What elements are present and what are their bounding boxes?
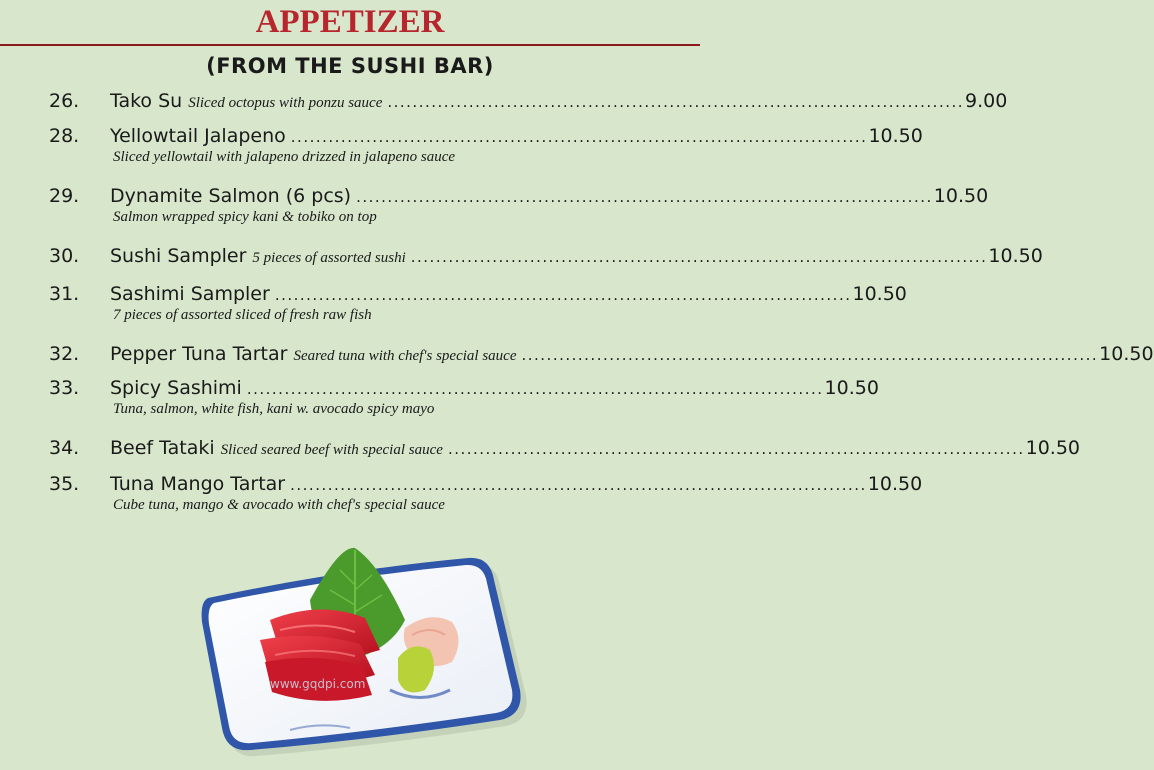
item-price: 10.50	[824, 377, 879, 399]
item-line	[110, 341, 1154, 369]
item-line	[110, 183, 989, 210]
item-price: 10.50	[933, 185, 989, 207]
title-divider	[0, 44, 700, 46]
item-line	[110, 435, 1081, 463]
item-description: Sliced yellowtail with jalapeno drizzed in jalapeno sauce	[113, 149, 456, 165]
item-line	[110, 88, 1008, 116]
item-price: 10.50	[868, 125, 923, 147]
watermark-text: www.gqdpi.com	[270, 677, 366, 691]
item-name: Beef Tataki	[110, 437, 215, 459]
item-name: Sashimi Sampler	[110, 283, 270, 305]
item-number: 34.	[49, 437, 80, 459]
item-inline-description: Seared tuna with chef's special sauce	[293, 348, 517, 364]
item-name: Tako Su	[110, 90, 183, 112]
section-subtitle: (FROM THE SUSHI BAR)	[206, 54, 494, 78]
sashimi-photo	[190, 540, 530, 759]
item-number: 26.	[49, 90, 80, 112]
dot-leader: ............................................................................................	[356, 188, 933, 206]
item-line	[110, 471, 923, 498]
item-price: 10.50	[852, 283, 907, 305]
item-name: Sushi Sampler	[110, 245, 247, 267]
item-line	[110, 281, 907, 308]
item-price: 10.50	[1025, 437, 1081, 459]
item-name: Dynamite Salmon (6 pcs)	[110, 185, 352, 207]
dot-leader: ............................................................................................	[387, 93, 965, 111]
item-inline-description: Sliced octopus with ponzu sauce	[188, 95, 383, 111]
item-number: 32.	[49, 343, 80, 365]
item-description: Tuna, salmon, white fish, kani w. avocado spicy mayo	[113, 401, 435, 417]
item-number: 35.	[49, 473, 80, 495]
item-name: Spicy Sashimi	[110, 377, 242, 399]
item-number: 30.	[49, 245, 80, 267]
item-description: Salmon wrapped spicy kani & tobiko on top	[113, 209, 377, 225]
item-name: Pepper Tuna Tartar	[110, 343, 288, 365]
item-name: Tuna Mango Tartar	[110, 473, 286, 495]
item-price: 10.50	[1099, 343, 1154, 365]
item-price: 10.50	[988, 245, 1043, 267]
item-inline-description: 5 pieces of assorted sushi	[252, 250, 406, 266]
item-description: Cube tuna, mango & avocado with chef's special sauce	[113, 497, 445, 513]
dot-leader: ............................................................................................	[274, 286, 852, 304]
item-line	[110, 243, 1043, 271]
dot-leader: ............................................................................................	[290, 128, 868, 146]
page-title: APPETIZER	[255, 4, 445, 40]
sashimi-plate-illustration	[190, 540, 530, 755]
item-line	[110, 123, 923, 150]
item-price: 9.00	[965, 90, 1008, 112]
dot-leader: ............................................................................................	[246, 380, 824, 398]
dot-leader: ............................................................................................	[410, 248, 988, 266]
item-inline-description: Sliced seared beef with special sauce	[220, 442, 443, 458]
dot-leader: ............................................................................................	[290, 476, 867, 494]
item-price: 10.50	[867, 473, 923, 495]
item-number: 28.	[49, 125, 80, 147]
item-description: 7 pieces of assorted sliced of fresh raw fish	[113, 307, 372, 323]
item-number: 31.	[49, 283, 80, 305]
dot-leader: ............................................................................................	[521, 346, 1099, 364]
dot-leader: ............................................................................................	[447, 440, 1025, 458]
item-name: Yellowtail Jalapeno	[110, 125, 286, 147]
item-number: 29.	[49, 185, 80, 207]
item-line	[110, 375, 879, 402]
item-number: 33.	[49, 377, 80, 399]
